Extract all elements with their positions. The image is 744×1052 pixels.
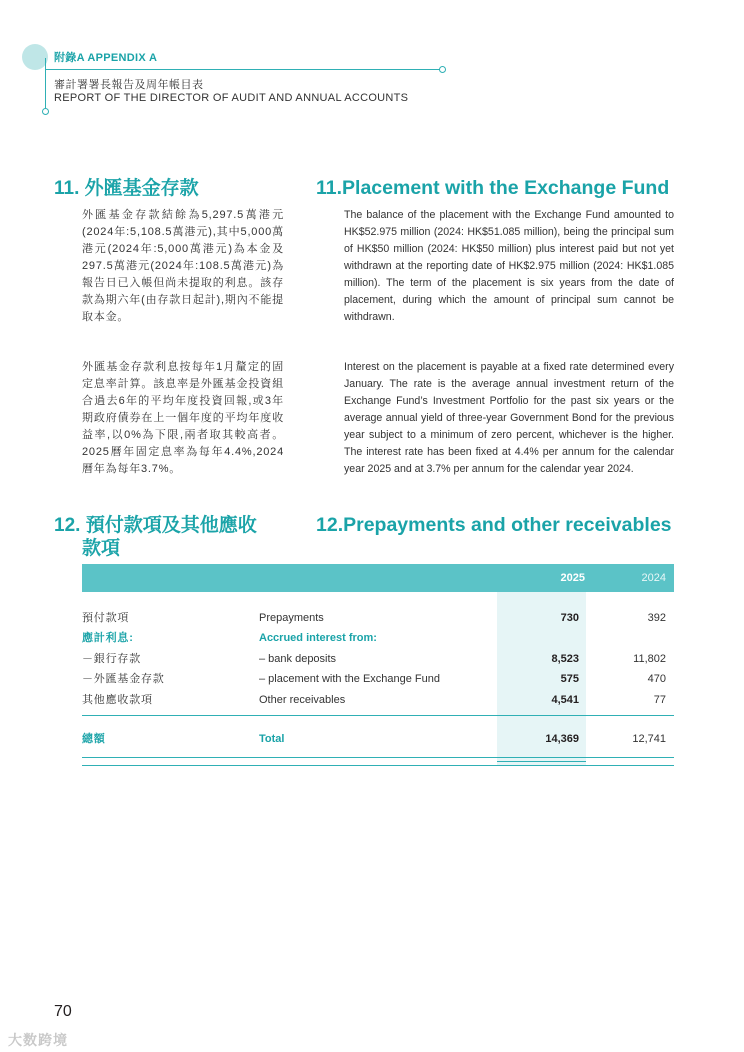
section-11-para1-zh: 外匯基金存款結餘為5,297.5萬港元(2024年:5,108.5萬港元),其中5,000萬港元(2024年:5,000萬港元)為本金及297.5萬港元(2024年:108.5萬港元)為報告日已入帳但尚未提取的利息。該存款為期六年(由存款日起計),期內不能提取本金。: [82, 209, 284, 323]
section-11-para2-zh: 外匯基金存款利息按每年1月釐定的固定息率計算。該息率是外匯基金投資組合過去6年的平均年度投資回報,或3年期政府債券在上一個年度的平均年度收益率,以0%為下限,兩者取其較高者。2025曆年固定息率為每年4.4%,2024曆年為每年3.7%。: [82, 361, 284, 475]
section-11-para1-en: The balance of the placement with the Exchange Fund amounted to HK$52.975 million (2024: HK$51.085 million), being the principal sum of HK$50 million (2024: HK$50 million) plus interest paid but not yet withdrawn at the reporting date of HK$2.975 million (2024: HK$1.085 million). The term of the placement is six years from the date of placement, during which the amount of principal sum cannot be withdrawn.: [344, 209, 674, 323]
section-12-title-zh-line1: 12. 預付款項及其他應收: [54, 515, 257, 536]
row-value-2025: 8,523: [551, 653, 579, 665]
header-horizontal-dot: [439, 66, 446, 73]
table-total-row: [82, 729, 674, 749]
row-value-2025: 730: [560, 612, 579, 624]
table-row: [82, 628, 674, 648]
total-rule-bottom: [82, 765, 674, 766]
row-value-2024: 77: [653, 694, 666, 706]
report-subtitle-zh: 審計署署長報告及周年帳目表: [54, 79, 204, 91]
header-vertical-rule: [45, 58, 46, 110]
section-12-title-zh-line2: 款項: [82, 538, 121, 559]
row-label-en: – placement with the Exchange Fund: [259, 673, 441, 685]
row-value-2024: 470: [647, 673, 666, 685]
row-label-en: Accrued interest from:: [259, 632, 377, 644]
row-label-zh: －銀行存款: [82, 653, 141, 665]
subtotal-rule: [82, 715, 674, 716]
column-header-2024: 2024: [641, 572, 666, 584]
page-number: 70: [54, 1003, 72, 1020]
table-row: [82, 669, 674, 689]
report-subtitle-en: REPORT OF THE DIRECTOR OF AUDIT AND ANNUAL ACCOUNTS: [54, 92, 409, 104]
table-row: [82, 608, 674, 628]
section-11-para2-en: Interest on the placement is payable at a fixed rate determined every January. The rate is the average annual investment return of the Exchange Fund’s Investment Portfolio for the past six years or the average annual yield of three-year Government Bond for the previous year subject to a minimum of zero percent, whichever is the higher. The interest rate has been fixed at 4.4% per annum for the calendar year 2025 and at 3.7% per annum for the calendar year 2024.: [344, 361, 674, 475]
column-header-2025: 2025: [560, 572, 585, 584]
row-label-zh: 預付款項: [82, 612, 130, 624]
section-11-title-en: 11.Placement with the Exchange Fund: [316, 177, 670, 199]
total-value-2025: 14,369: [545, 733, 579, 745]
header-vertical-dot: [42, 108, 49, 115]
watermark-logo: 大数跨境: [8, 1032, 68, 1048]
row-label-zh: －外匯基金存款: [82, 673, 165, 685]
table-row: [82, 690, 674, 710]
total-label-en: Total: [259, 733, 285, 745]
row-label-en: Prepayments: [259, 612, 324, 624]
total-rule-top: [82, 757, 674, 758]
row-value-2025: 575: [560, 673, 579, 685]
header-horizontal-rule: [45, 69, 441, 70]
row-value-2024: 11,802: [633, 653, 666, 665]
total-label-zh: 總額: [82, 733, 106, 745]
appendix-label: 附錄A APPENDIX A: [54, 52, 158, 64]
table-row: [82, 649, 674, 669]
row-label-zh: 其他應收款項: [82, 694, 153, 706]
row-label-en: – bank deposits: [259, 653, 337, 665]
row-label-zh: 應計利息:: [82, 632, 134, 644]
section-11-title-zh: 11. 外匯基金存款: [54, 178, 199, 199]
row-label-en: Other receivables: [259, 694, 346, 706]
row-value-2024: 392: [647, 612, 666, 624]
total-double-rule: [497, 761, 586, 762]
section-12-title-en: 12.Prepayments and other receivables: [316, 514, 672, 536]
total-value-2024: 12,741: [632, 733, 666, 745]
row-value-2025: 4,541: [551, 694, 579, 706]
